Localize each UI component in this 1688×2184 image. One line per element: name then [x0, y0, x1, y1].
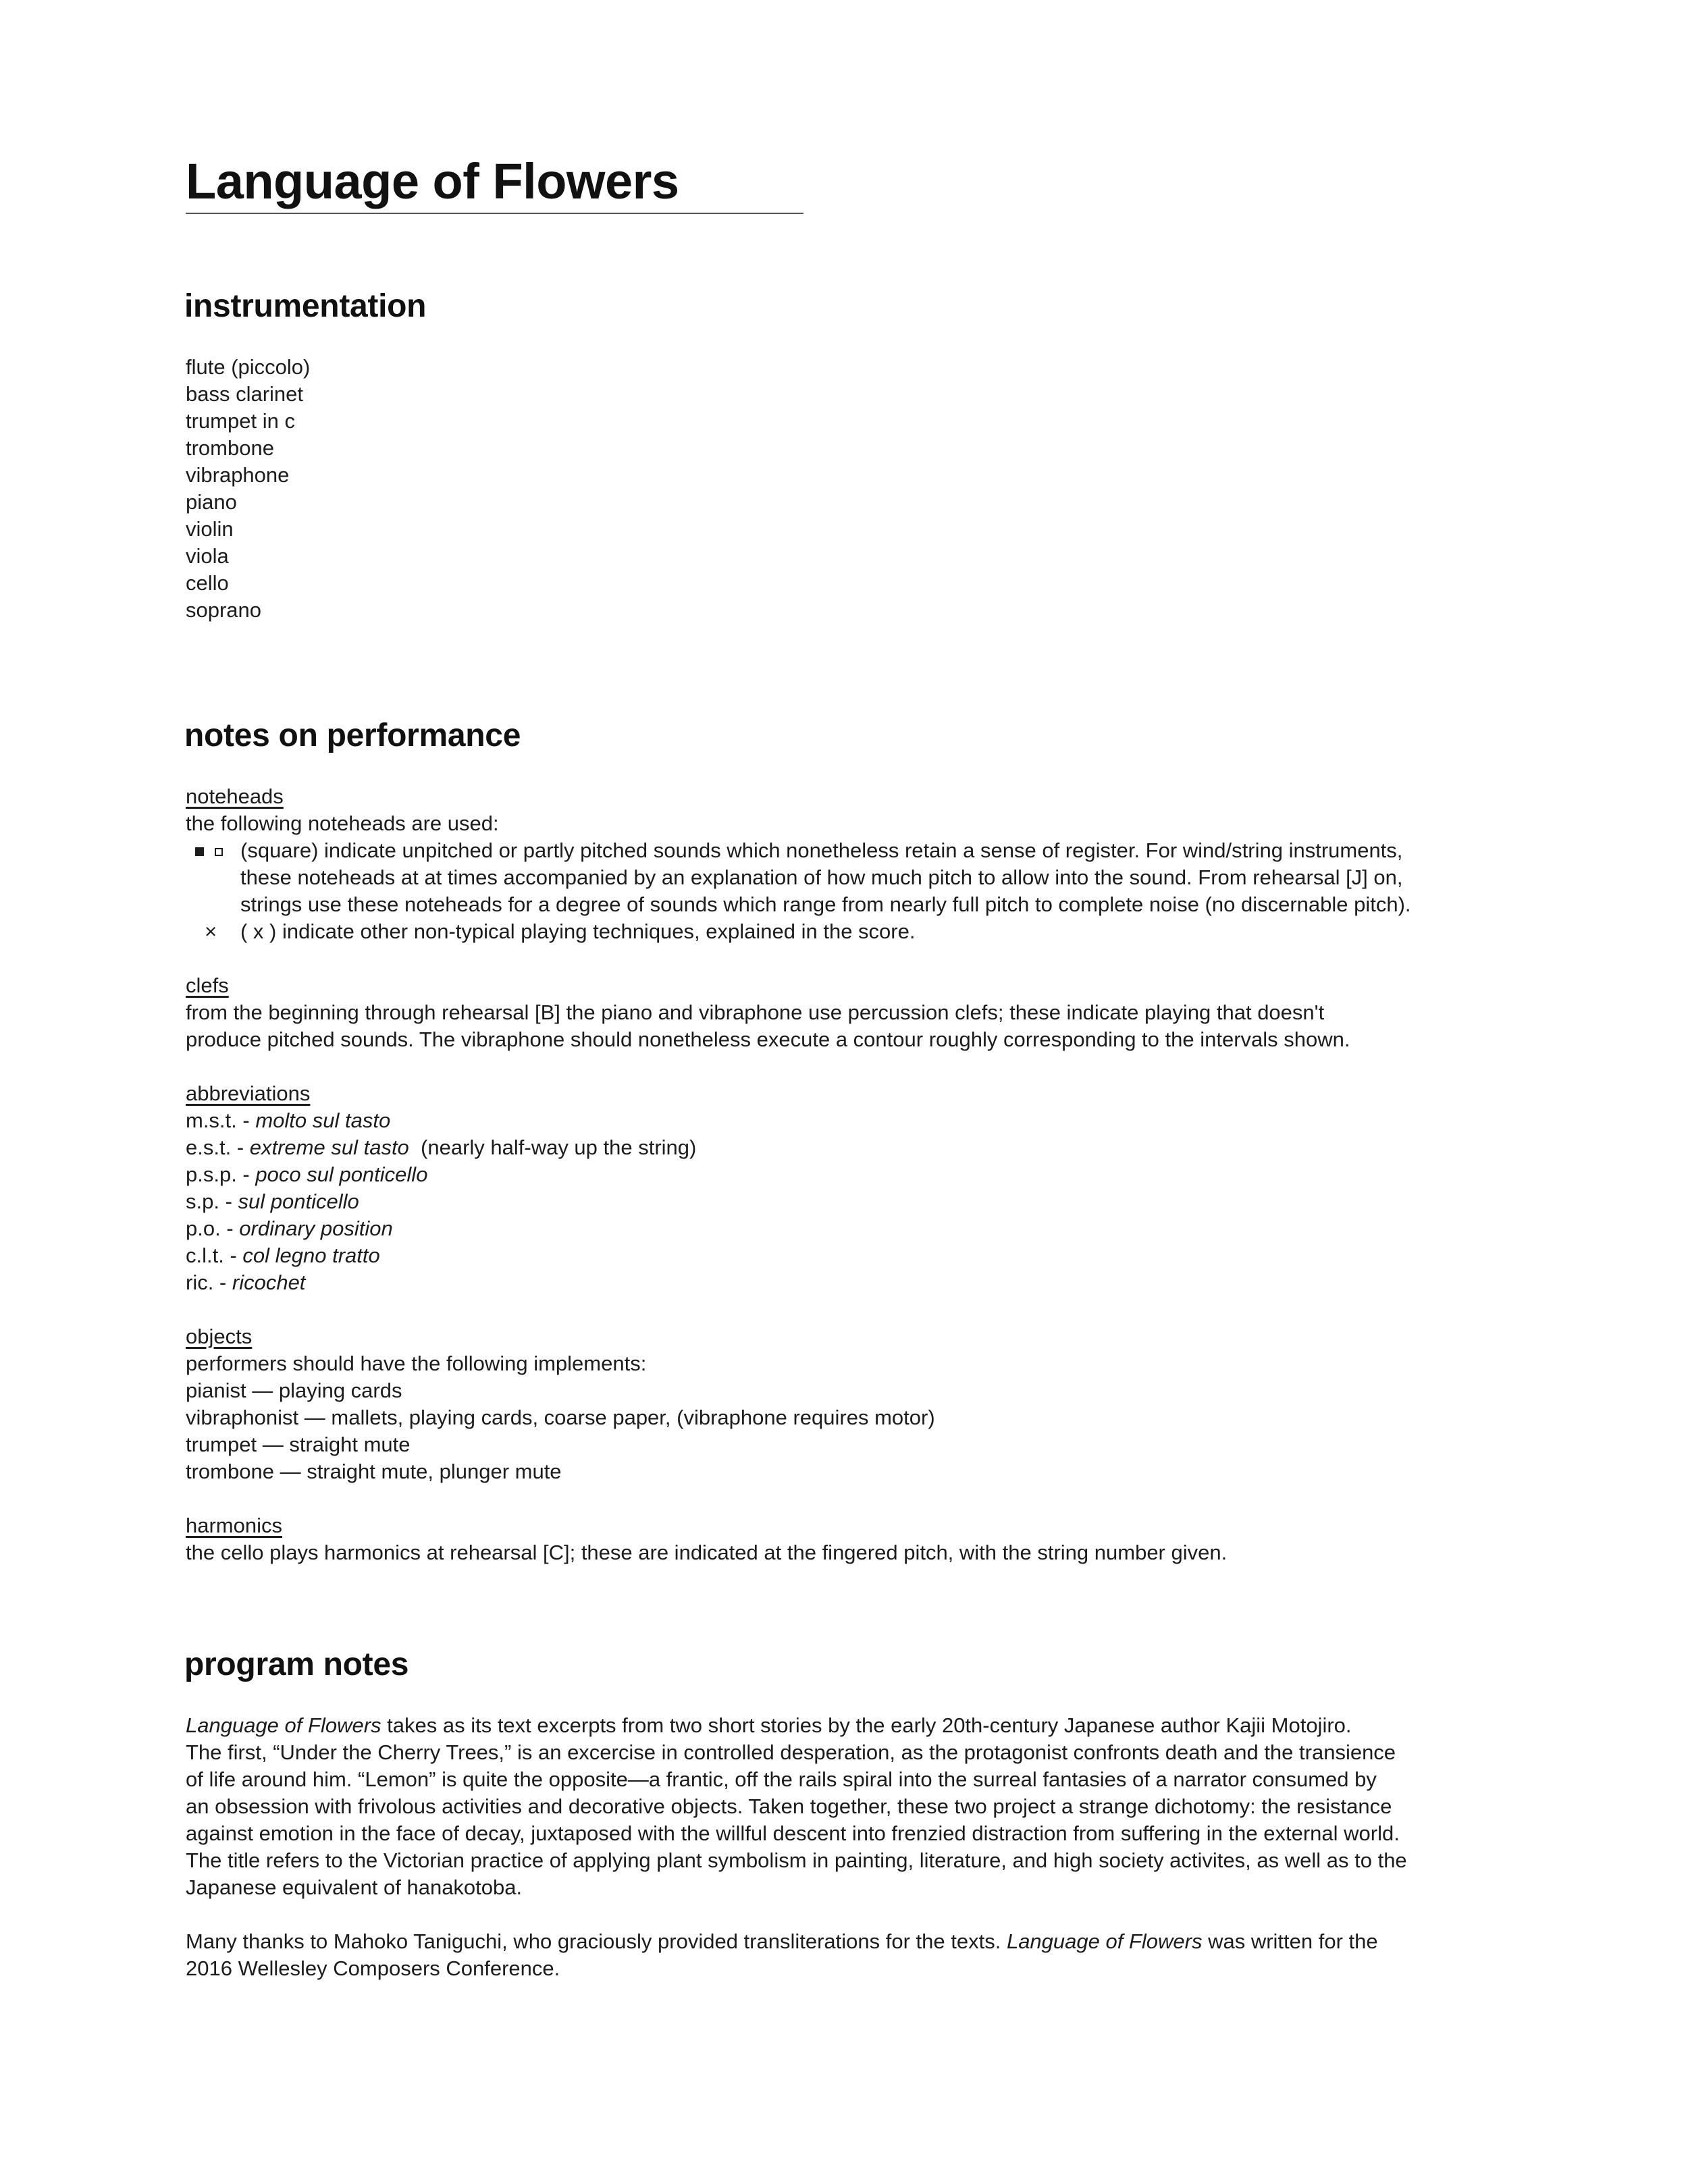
abbreviation-term: ricochet [232, 1271, 306, 1294]
objects-line: trumpet — straight mute [186, 1433, 411, 1456]
work-title-italic: Language of Flowers [186, 1713, 381, 1737]
instrument-item: trumpet in c [186, 409, 295, 433]
program-notes-heading: program notes [184, 1647, 409, 1682]
harmonics-section [186, 1512, 1227, 1566]
open-square-icon [215, 848, 223, 856]
abbreviation-item [186, 1269, 696, 1296]
abbreviation-item [186, 1242, 696, 1269]
objects-line: trombone — straight mute, plunger mute [186, 1460, 562, 1483]
abbreviation-term: sul ponticello [238, 1190, 359, 1213]
abbreviations-section [186, 1080, 696, 1296]
program-line [186, 1712, 1407, 1739]
abbreviation-item [186, 1107, 696, 1134]
program-text: Many thanks to Mahoko Taniguchi, who graciously provided transliterations for the texts. [186, 1929, 1007, 1953]
abbreviation-term: col legno tratto [242, 1244, 380, 1267]
instrument-item: soprano [186, 598, 262, 622]
objects-line: pianist — playing cards [186, 1379, 402, 1402]
instrument-item: piano [186, 490, 237, 514]
clefs-line: from the beginning through rehearsal [B] the piano and vibraphone use percussion clefs; these indicate playing that doesn't [186, 1001, 1325, 1024]
instrument-item: viola [186, 544, 229, 568]
objects-section [186, 1323, 935, 1485]
abbreviation-code: p.s.p. - [186, 1163, 256, 1186]
program-line [186, 1928, 1378, 1955]
abbreviation-item [186, 1134, 696, 1161]
abbreviation-term: ordinary position [239, 1217, 393, 1240]
clefs-subheading: clefs [186, 974, 229, 997]
abbreviation-code: e.s.t. - [186, 1136, 250, 1159]
program-notes-paragraph-1 [186, 1712, 1407, 1901]
abbreviation-item [186, 1215, 696, 1242]
abbreviation-note: (nearly half-way up the string) [408, 1136, 697, 1159]
abbreviation-item [186, 1161, 696, 1188]
program-line: against emotion in the face of decay, juxtaposed with the willful descent into frenzied distraction from suffering in the external world. [186, 1821, 1400, 1845]
square-notehead-line: strings use these noteheads for a degree of sounds which range from nearly full pitch to complete noise (no discernable pitch). [240, 893, 1411, 916]
square-notehead-line: (square) indicate unpitched or partly pitched sounds which nonetheless retain a sense of register. For wind/string instruments, [240, 838, 1403, 862]
program-text: takes as its text excerpts from two short stories by the early 20th-century Japanese author Kajii Motojiro. [381, 1713, 1352, 1737]
abbreviation-code: ric. - [186, 1271, 232, 1294]
document-title: Language of Flowers [186, 153, 679, 209]
clefs-section [186, 972, 1350, 1053]
objects-subheading: objects [186, 1325, 253, 1348]
program-text: was written for the [1202, 1929, 1378, 1953]
instrument-item: trombone [186, 436, 274, 460]
square-notehead-icon [195, 837, 223, 864]
instrumentation-list [186, 354, 310, 624]
program-line: The title refers to the Victorian practice of applying plant symbolism in painting, literature, and high society activites, as well as to the [186, 1848, 1407, 1872]
work-title-italic: Language of Flowers [1006, 1929, 1203, 1953]
instrument-item: bass clarinet [186, 382, 304, 406]
x-notehead-icon: × [205, 920, 217, 943]
noteheads-intro: the following noteheads are used: [186, 811, 499, 835]
abbreviation-code: c.l.t. - [186, 1244, 243, 1267]
clefs-line: produce pitched sounds. The vibraphone should nonetheless execute a contour roughly corresponding to the intervals shown. [186, 1028, 1350, 1051]
instrument-item: flute (piccolo) [186, 355, 311, 379]
abbreviation-term: molto sul tasto [255, 1109, 391, 1132]
instrument-item: violin [186, 517, 234, 541]
program-line: 2016 Wellesley Composers Conference. [186, 1956, 560, 1980]
abbreviations-subheading: abbreviations [186, 1082, 311, 1105]
harmonics-subheading: harmonics [186, 1514, 282, 1537]
filled-square-icon [195, 847, 204, 856]
noteheads-section [186, 783, 499, 837]
program-line: an obsession with frivolous activities and decorative objects. Taken together, these two project a strange dichotomy: the resistance [186, 1794, 1392, 1818]
title-underline-rule [186, 213, 803, 214]
objects-line: vibraphonist — mallets, playing cards, coarse paper, (vibraphone requires motor) [186, 1406, 935, 1429]
objects-line: performers should have the following implements: [186, 1352, 647, 1375]
abbreviation-term: poco sul ponticello [255, 1163, 428, 1186]
abbreviation-code: s.p. - [186, 1190, 238, 1213]
program-line: The first, “Under the Cherry Trees,” is an excercise in controlled desperation, as the protagonist confronts death and the transience [186, 1740, 1396, 1764]
program-line: Japanese equivalent of hanakotoba. [186, 1875, 523, 1899]
program-notes-paragraph-2 [186, 1928, 1378, 1982]
x-notehead-text: ( x ) indicate other non-typical playing techniques, explained in the score. [240, 920, 916, 943]
abbreviation-term: extreme sul tasto [249, 1136, 409, 1159]
abbreviation-item [186, 1188, 696, 1215]
instrumentation-heading: instrumentation [184, 288, 427, 324]
harmonics-line: the cello plays harmonics at rehearsal [C]; these are indicated at the fingered pitch, with the string number given. [186, 1541, 1228, 1564]
abbreviation-code: m.s.t. - [186, 1109, 256, 1132]
abbreviation-code: p.o. - [186, 1217, 240, 1240]
square-notehead-line: these noteheads at at times accompanied by an explanation of how much pitch to allow into the sound. From rehearsal [J] on, [240, 865, 1403, 889]
performance-heading: notes on performance [184, 718, 521, 753]
instrument-item: cello [186, 571, 229, 595]
instrument-item: vibraphone [186, 463, 290, 487]
program-line: of life around him. “Lemon” is quite the opposite—a frantic, off the rails spiral into the surreal fantasies of a narrator consumed by [186, 1767, 1377, 1791]
noteheads-subheading: noteheads [186, 784, 284, 808]
square-notehead-text [240, 837, 1411, 918]
